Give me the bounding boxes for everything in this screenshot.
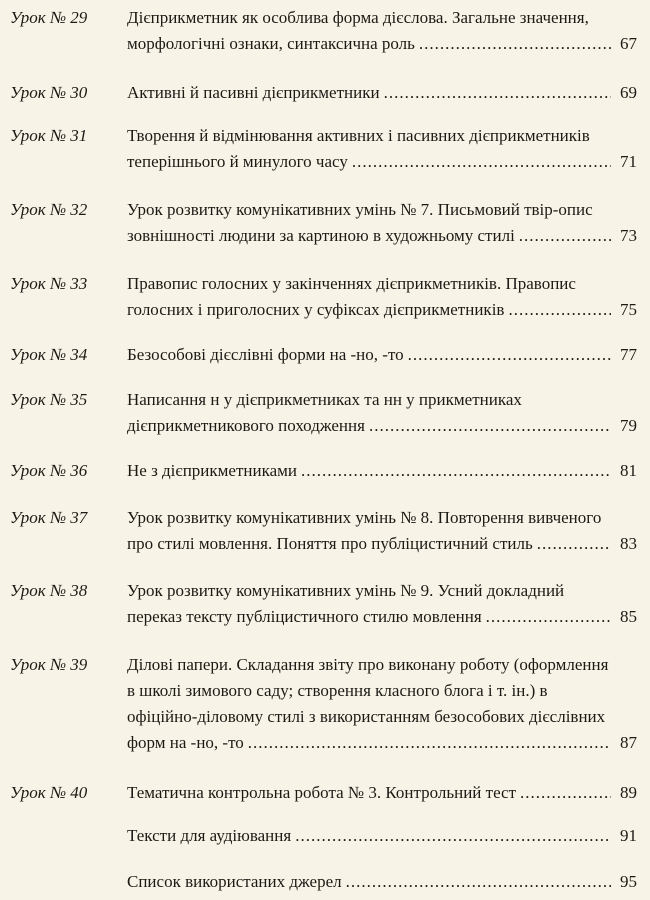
entry-last-line: [127, 869, 637, 895]
lesson-number: Урок № 29: [10, 8, 88, 27]
entry-title-line: переказ тексту публіцистичного стилю мовлення: [127, 607, 482, 626]
entry-content: [127, 869, 637, 895]
entry-content: [127, 387, 637, 439]
entry-title-line: офіційно-діловому стилі з використанням безособових дієслівних: [127, 707, 606, 726]
entry-title-line: Тематична контрольна робота № 3. Контрольний тест: [127, 783, 517, 802]
entry-title-line: Список використаних джерел: [127, 872, 342, 891]
dot-leader: [369, 413, 611, 439]
page-number: 91: [620, 826, 637, 845]
dot-leader: [346, 869, 611, 895]
entry-title-line: про стилі мовлення. Поняття про публіцистичний стиль: [127, 534, 533, 553]
entry-title-line: форм на -но, -то: [127, 733, 244, 752]
entry-title-line: Правопис голосних у закінченнях дієприкметників. Правопис: [127, 274, 576, 293]
lesson-number: Урок № 35: [10, 390, 88, 409]
entry-last-line: [127, 823, 637, 849]
dot-leader: [352, 149, 611, 175]
entry-last-line: [127, 780, 637, 806]
entry-title-line: Безособові дієслівні форми на -но, -то: [127, 345, 404, 364]
entry-content: [127, 652, 637, 756]
page-number: 83: [620, 534, 637, 553]
dot-leader: [248, 730, 611, 756]
lesson-number: Урок № 36: [10, 461, 88, 480]
entry-last-line: [127, 342, 637, 368]
entry-content: [127, 780, 637, 806]
page-number: 81: [620, 461, 637, 480]
page-number: 73: [620, 226, 637, 245]
entry-content: [127, 823, 637, 849]
entry-title-line: Написання н у дієприкметниках та нн у прикметниках: [127, 390, 522, 409]
entry-title-line: Урок розвитку комунікативних умінь № 8. Повторення вивченого: [127, 508, 602, 527]
page-number: 69: [620, 83, 637, 102]
page-number: 89: [620, 783, 637, 802]
entry-content: [127, 458, 637, 484]
entry-title-line: Ділові папери. Складання звіту про виконану роботу (оформлення: [127, 655, 609, 674]
lesson-number: Урок № 40: [10, 783, 88, 802]
entry-last-line: [127, 458, 637, 484]
lesson-number: Урок № 34: [10, 345, 88, 364]
entry-last-line: [127, 223, 637, 249]
entry-last-line: [127, 149, 637, 175]
dot-leader: [537, 531, 611, 557]
entry-title-line: Не з дієприкметниками: [127, 461, 297, 480]
entry-title-line: Дієприкметник як особлива форма дієслова. Загальне значення,: [127, 8, 589, 27]
entry-last-line: [127, 604, 637, 630]
entry-title-line: Активні й пасивні дієприкметники: [127, 83, 380, 102]
entry-last-line: [127, 297, 637, 323]
page-number: 85: [620, 607, 637, 626]
dot-leader: [520, 780, 611, 806]
entry-content: [127, 578, 637, 630]
entry-content: [127, 505, 637, 557]
entry-last-line: [127, 31, 637, 57]
lesson-number: Урок № 33: [10, 274, 88, 293]
dot-leader: [301, 458, 611, 484]
entry-content: [127, 271, 637, 323]
entry-content: [127, 80, 637, 106]
entry-title-line: дієприкметникового походження: [127, 416, 365, 435]
page-number: 71: [620, 152, 637, 171]
page-number: 75: [620, 300, 637, 319]
entry-title-line: зовнішності людини за картиною в художньому стилі: [127, 226, 515, 245]
entry-content: [127, 5, 637, 57]
page-number: 67: [620, 34, 637, 53]
entry-last-line: [127, 730, 637, 756]
lesson-number: Урок № 37: [10, 508, 88, 527]
dot-leader: [384, 80, 611, 106]
lesson-number: Урок № 38: [10, 581, 88, 600]
page-number: 95: [620, 872, 637, 891]
entry-title-line: Урок розвитку комунікативних умінь № 9. Усний докладний: [127, 581, 565, 600]
entry-last-line: [127, 531, 637, 557]
page-number: 87: [620, 733, 637, 752]
entry-last-line: [127, 80, 637, 106]
entry-content: [127, 197, 637, 249]
entry-title-line: Тексти для аудіювання: [127, 826, 292, 845]
entry-content: [127, 123, 637, 175]
entry-title-line: Урок розвитку комунікативних умінь № 7. Письмовий твір-опис: [127, 200, 593, 219]
entry-last-line: [127, 413, 637, 439]
page-number: 79: [620, 416, 637, 435]
entry-content: [127, 342, 637, 368]
entry-title-line: морфологічні ознаки, синтаксична роль: [127, 34, 415, 53]
lesson-number: Урок № 39: [10, 655, 88, 674]
page-number: 77: [620, 345, 637, 364]
dot-leader: [519, 223, 611, 249]
dot-leader: [508, 297, 611, 323]
dot-leader: [419, 31, 611, 57]
lesson-number: Урок № 31: [10, 126, 88, 145]
lesson-number: Урок № 32: [10, 200, 88, 219]
entry-title-line: теперішнього й минулого часу: [127, 152, 348, 171]
dot-leader: [408, 342, 611, 368]
dot-leader: [486, 604, 611, 630]
dot-leader: [295, 823, 611, 849]
entry-title-line: Творення й відмінювання активних і пасивних дієприкметників: [127, 126, 590, 145]
entry-title-line: голосних і приголосних у суфіксах дієприкметників: [127, 300, 505, 319]
entry-title-line: в школі зимового саду; створення класного блога і т. ін.) в: [127, 681, 548, 700]
lesson-number: Урок № 30: [10, 83, 88, 102]
